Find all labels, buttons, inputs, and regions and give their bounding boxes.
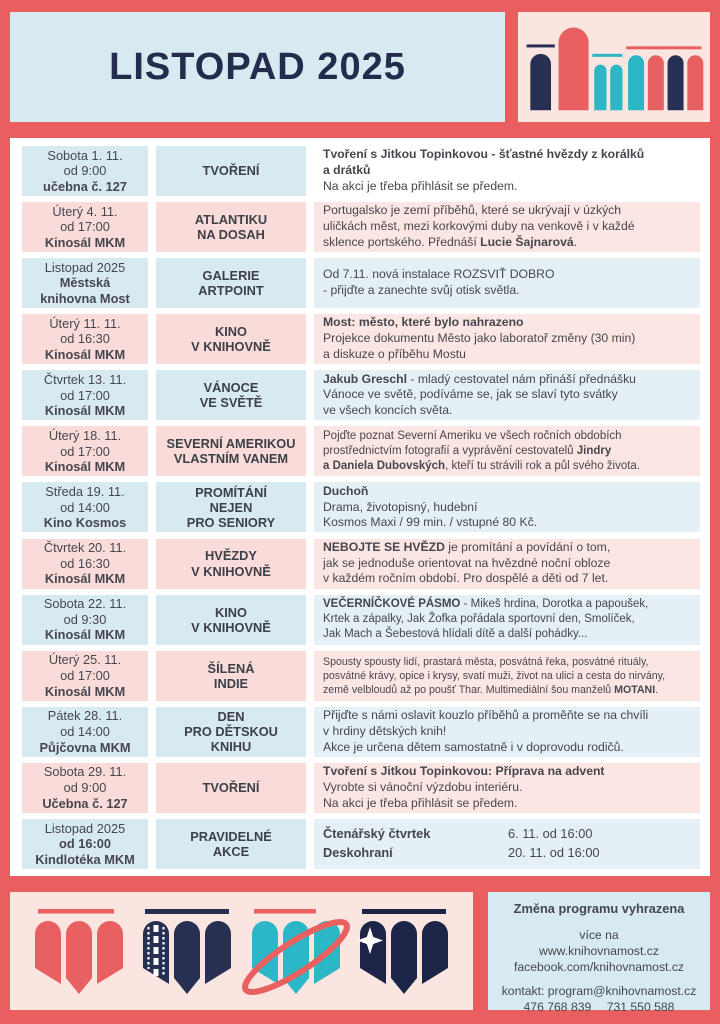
header [10,12,710,122]
desc-segment: a drátků [323,163,371,178]
regular-events-schedule [323,826,692,862]
event-description [314,426,700,476]
event-name-line: SEVERNÍ AMERIKOU [166,436,296,452]
phone-number-2: 731 550 588 [606,1000,675,1015]
date-line: Úterý 11. 11. [49,315,121,331]
desc-segment: Na akci je třeba přihlásit se předem. [323,178,518,193]
desc-segment: Na akci je třeba přihlásit se předem. [323,795,518,810]
event-date [22,426,148,476]
event-name-line: KINO [215,324,247,340]
heart-orbit-icon [247,903,345,999]
desc-segment: je promítání a povídání o tom, [444,539,611,554]
event-name [156,819,306,869]
date-line: Pátek 28. 11. [47,708,123,724]
desc-segment: Krtek a zápalky, Jak Žofka pořádala sportovní den, Smolíček, [323,613,635,626]
desc-segment: - mladý cestovatel nám přináší přednášku [407,371,636,386]
event-description [314,258,700,308]
desc-segment: uličkách měst, mezi korkovými duby na venkově i v každé [323,219,635,234]
date-line: Kinosál MKM [44,571,126,587]
phone-numbers [494,999,704,1015]
events-table [10,138,710,876]
event-date [22,202,148,252]
schedule-event-time: 6. 11. od 16:00 [508,825,593,841]
date-line: Kinosál MKM [44,683,126,699]
desc-segment: ve všech koncích světa. [323,403,453,418]
event-date [22,482,148,532]
event-row [22,370,700,420]
event-description-text [323,429,692,474]
date-line: Sobota 29. 11. [43,764,127,780]
date-line: Listopad 2025 [44,820,126,836]
date-line: od 17:00 [60,387,110,403]
event-name [156,595,306,645]
event-description [314,482,700,532]
event-date [22,370,148,420]
desc-segment: Spousty spousty lidí, prastará města, posvátná řeka, posvátné rituály, posvátné krávy, opice i krysy, svatí muži, život na ulici a cesta do nirvány, země velbloudů až po poušť Thar. Multimediální šou manželů [323,655,666,696]
event-name-line: NEJEN [209,499,253,515]
event-description-text [323,372,692,420]
event-name [156,202,306,252]
schedule-event-name: Deskohraní [323,845,393,861]
event-name-line: NA DOSAH [197,227,265,243]
date-line: Kino Kosmos [43,515,127,531]
event-description [314,707,700,757]
event-description-text [323,708,692,756]
book-columns-icon [522,20,706,114]
desc-segment: a diskuze o příběhu Mostu [323,347,466,362]
event-name-line: PROMÍTÁNÍ [195,484,267,500]
event-description [314,763,700,813]
desc-segment: NEBOJTE SE HVĚZD [323,539,445,554]
event-name-line: PRO SENIORY [186,515,276,531]
date-line: Sobota 1. 11. [47,147,123,163]
event-description [314,202,700,252]
event-name-line: VÁNOCE [203,380,259,396]
event-description [314,651,700,701]
date-line: Sobota 22. 11. [43,596,127,612]
event-name [156,539,306,589]
desc-segment: Lucie Šajnarová [480,235,574,250]
desc-segment: Vyrobte si vánoční výzdobu interiéru. [323,779,523,794]
desc-segment: Jindry [576,444,612,457]
event-name [156,370,306,420]
date-line: od 16:30 [60,331,110,347]
date-line: Kinosál MKM [44,347,126,363]
desc-segment: Most: město, které bylo nahrazeno [323,315,524,330]
heart-star-icon [355,903,453,999]
desc-segment: , kteří tu strávili rok a půl svého života. [445,459,641,472]
desc-segment: Pojďte poznat Severní Ameriku ve všech ročních obdobích [323,429,622,442]
event-name-line: ARTPOINT [198,283,264,299]
date-line: od 9:00 [63,163,107,179]
date-line: Čtvrtek 13. 11. [43,371,127,387]
event-name [156,763,306,813]
event-name [156,426,306,476]
event-description [314,595,700,645]
date-line: od 17:00 [60,443,110,459]
event-name-line: TVOŘENÍ [202,780,260,796]
date-line: od 9:30 [63,611,107,627]
contact-panel [488,892,710,1015]
date-line: Kinosál MKM [44,403,126,419]
desc-segment: Tvoření s Jitkou Topinkovou - šťastné hvězdy z korálků [323,147,645,162]
event-row [22,258,700,308]
event-row [22,426,700,476]
date-line: od 9:00 [63,780,107,796]
event-row [22,314,700,364]
desc-segment: VEČERNÍČKOVÉ PÁSMO [323,598,461,611]
event-description-text [323,315,692,363]
event-row [22,819,700,869]
desc-segment: Vánoce ve světě, podíváme se, jak se slaví tyto svátky [323,387,618,402]
poster-title: LISTOPAD 2025 [109,45,406,88]
event-name-line: GALERIE [202,268,260,284]
event-description-text [323,764,692,812]
event-description [314,539,700,589]
desc-segment: v každém ročním období. Pro dospělé a děti od 7 let. [323,571,609,586]
desc-segment: a Daniela Dubovských [323,459,446,472]
event-row [22,482,700,532]
more-info-label: více na [579,927,619,942]
desc-segment: Drama, životopisný, hudební [323,499,478,514]
event-description-text [323,484,692,532]
event-name [156,314,306,364]
desc-segment: Tvoření s Jitkou Topinkovou: Příprava na advent [323,764,605,779]
desc-segment: Jak Mach a Šebestová hlídali dítě a další pohádky... [323,628,588,641]
event-description [314,819,700,869]
event-description-text [323,203,692,251]
date-line: Kinosál MKM [44,627,126,643]
event-name [156,258,306,308]
event-description-text [323,597,692,642]
event-name [156,707,306,757]
heart-red-icon [30,903,128,999]
desc-segment: Přijďte s námi oslavit kouzlo příběhů a proměňte se na chvíli [323,708,649,722]
event-description [314,146,700,196]
contact-email-text: kontakt: program@knihovnamost.cz [501,984,697,999]
date-line: Úterý 25. 11. [48,652,122,668]
website-text: www.knihovnamost.cz [539,943,659,958]
desc-segment: Portugalsko je zemí příběhů, které se ukrývají v úzkých [323,203,622,218]
event-row [22,651,700,701]
event-date [22,539,148,589]
event-name-line: KNIHU [210,739,252,755]
date-line: Půjčovna MKM [39,739,131,755]
library-logo-box [518,12,710,122]
event-name-line: HVĚZDY [205,548,257,564]
event-description-text [323,147,692,195]
heart-film-strip-icon [138,903,236,999]
event-name [156,651,306,701]
event-date [22,314,148,364]
schedule-event-name: Čtenářský čtvrtek [323,825,431,841]
desc-segment: Duchoň [323,483,369,498]
date-line: od 14:00 [60,723,110,739]
date-line: od 14:00 [60,499,110,515]
title-box [10,12,505,122]
event-name-line: PRO DĚTSKOU [184,724,278,740]
desc-segment: v hrdiny dětských knih! [323,723,447,738]
logos-panel [10,892,473,1010]
date-line: Čtvrtek 20. 11. [43,540,127,556]
desc-segment: Kosmos Maxi / 99 min. / vstupné 80 Kč. [323,515,538,530]
event-name-line: ŠÍLENÁ [207,660,255,676]
desc-segment: - přijďte a zanechte svůj otisk světla. [323,283,520,298]
date-line: od 17:00 [60,667,110,683]
event-row [22,707,700,757]
event-row [22,146,700,196]
event-name-line: AKCE [212,843,250,859]
event-date [22,819,148,869]
program-change-note: Změna programu vyhrazena [513,901,685,916]
date-line: Městská [59,275,111,291]
desc-segment: - Mikeš hrdina, Dorotka a papoušek, [460,598,649,611]
event-name-line: VLASTNÍM VANEM [173,451,289,467]
event-description-text [323,826,692,862]
event-description [314,314,700,364]
event-name-line: INDIE [213,675,249,691]
desc-segment: . [655,683,659,696]
event-name-line: V KNIHOVNĚ [191,619,271,635]
event-row [22,539,700,589]
event-name-line: TVOŘENÍ [202,163,260,179]
date-line: učebna č. 127 [43,178,127,194]
event-date [22,707,148,757]
desc-segment: MOTANI [614,683,656,696]
event-row [22,595,700,645]
desc-segment: jak se jednoduše orientovat na hvězdné noční obloze [323,555,611,570]
event-name-line: V KNIHOVNĚ [191,563,271,579]
desc-segment: . [573,235,578,250]
desc-segment: Akce je určena dětem samostatně i v doprovodu rodičů. [323,739,624,754]
event-name-line: VE SVĚTĚ [199,395,263,411]
event-row [22,763,700,813]
footer [10,892,710,1015]
event-date [22,258,148,308]
facebook-text: facebook.com/knihovnamost.cz [513,960,685,975]
event-name-line: PRAVIDELNÉ [190,828,272,844]
event-date [22,763,148,813]
date-line: Učebna č. 127 [42,795,128,811]
event-row [22,202,700,252]
event-description-text [323,655,692,697]
phone-number-1: 476 768 839 [523,1000,592,1015]
desc-segment: Jakub Greschl [323,371,407,386]
event-name-line: KINO [215,604,247,620]
date-line: Úterý 4. 11. [52,203,118,219]
date-line: knihovna Most [40,290,130,306]
date-line: od 16:00 [59,836,111,852]
date-line: od 17:00 [60,219,110,235]
event-description [314,370,700,420]
schedule-event-time: 20. 11. od 16:00 [508,845,600,861]
event-date [22,146,148,196]
event-date [22,595,148,645]
event-description-text [323,540,692,588]
date-line: Kinosál MKM [44,459,126,475]
date-line: Kinosál MKM [44,234,126,250]
date-line: Úterý 18. 11. [48,427,122,443]
desc-segment: sklence portského. Přednáší [323,235,481,250]
desc-segment: Projekce dokumentu Město jako laboratoř změny (30 min) [323,331,636,346]
event-description-text [323,267,692,299]
event-name-line: DEN [217,709,245,725]
event-name-line: V KNIHOVNĚ [191,339,271,355]
event-name-line: ATLANTIKU [194,211,268,227]
desc-segment: Od 7.11. nová instalace ROZSVIŤ DOBRO [323,267,555,282]
date-line: od 16:30 [60,555,110,571]
date-line: Středa 19. 11. [45,484,125,500]
event-name [156,146,306,196]
desc-segment: prostřednictvím fotografií a vyprávění cestovatelů [323,444,577,457]
event-name [156,482,306,532]
date-line: Listopad 2025 [44,259,126,275]
event-date [22,651,148,701]
date-line: Kindlotéka MKM [35,851,135,867]
